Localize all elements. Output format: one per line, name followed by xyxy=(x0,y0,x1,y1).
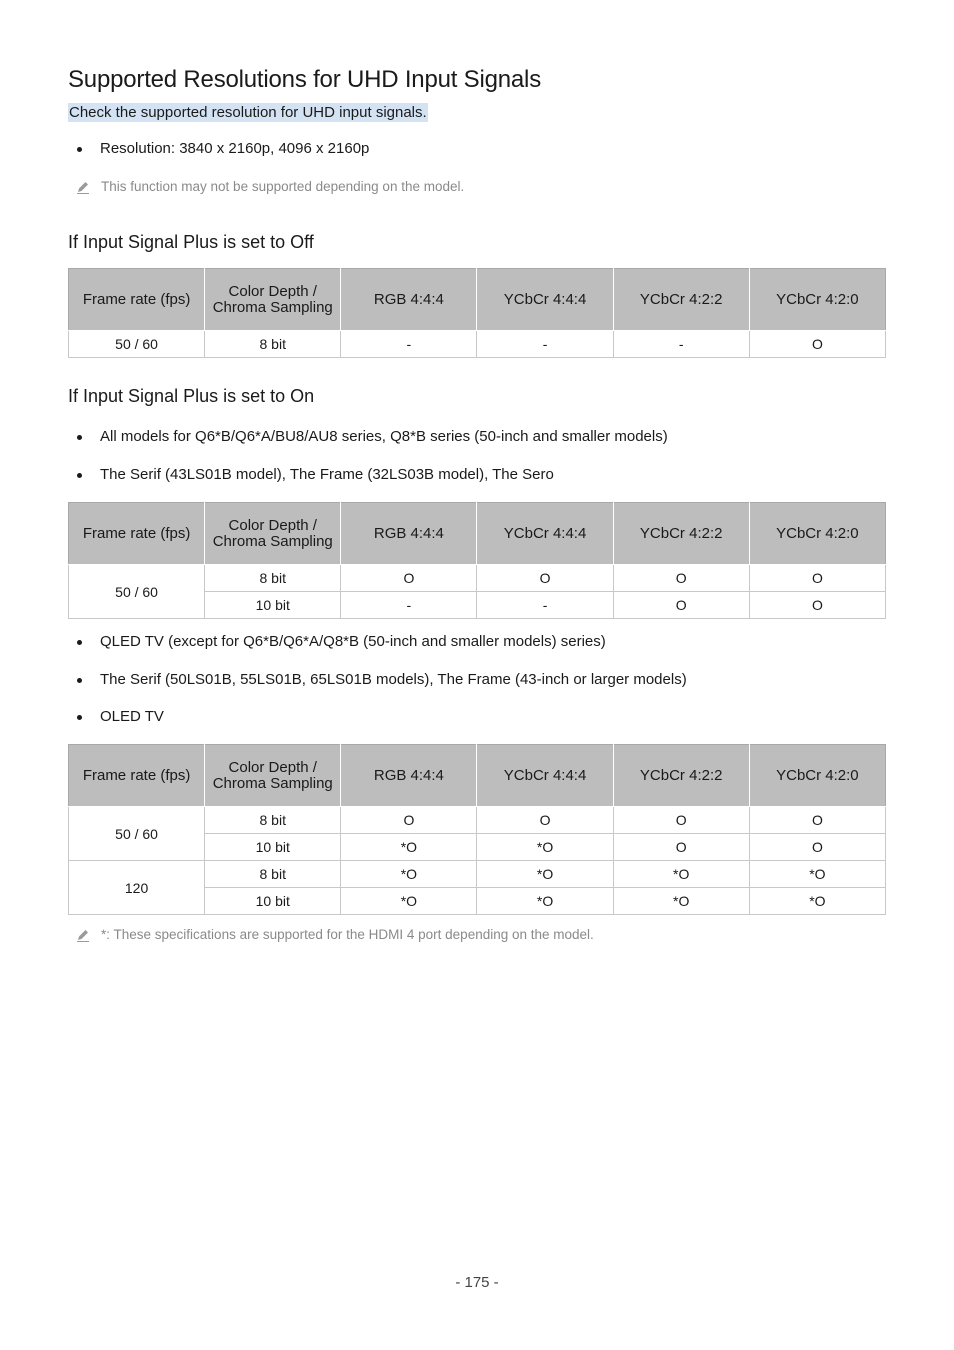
spec-table-on-2 xyxy=(68,744,886,915)
table-row xyxy=(69,331,886,358)
list-item-text: OLED TV xyxy=(100,708,164,725)
spec-table-off xyxy=(68,268,886,358)
column-header: YCbCr 4:2:2 xyxy=(613,745,749,807)
bullet-dot-icon xyxy=(77,435,82,440)
column-header: YCbCr 4:2:0 xyxy=(749,269,885,331)
color-depth-cell: 8 bit xyxy=(205,861,341,888)
support-cell: *O xyxy=(749,861,885,888)
color-depth-cell: 8 bit xyxy=(205,565,341,592)
support-cell: *O xyxy=(749,888,885,915)
section-heading-on: If Input Signal Plus is set to On xyxy=(68,386,315,406)
support-cell: *O xyxy=(613,888,749,915)
column-header: RGB 4:4:4 xyxy=(341,745,477,807)
support-cell: O xyxy=(341,807,477,834)
list-item-text: The Serif (50LS01B, 55LS01B, 65LS01B models), The Frame (43-inch or larger models) xyxy=(100,671,687,688)
frame-rate-cell: 50 / 60 xyxy=(69,807,205,861)
frame-rate-cell: 50 / 60 xyxy=(69,565,205,619)
support-cell: *O xyxy=(613,861,749,888)
table-header-row xyxy=(69,503,886,565)
support-cell: *O xyxy=(341,888,477,915)
column-header: Frame rate (fps) xyxy=(69,745,205,807)
list-item xyxy=(68,139,369,159)
support-cell: O xyxy=(749,834,885,861)
column-header: YCbCr 4:2:0 xyxy=(749,503,885,565)
list-item-text: The Serif (43LS01B model), The Frame (32LS03B model), The Sero xyxy=(100,466,554,483)
support-cell: - xyxy=(477,331,613,358)
column-header: RGB 4:4:4 xyxy=(341,503,477,565)
list-item xyxy=(68,670,687,690)
page-title: Supported Resolutions for UHD Input Signals xyxy=(68,66,541,93)
support-cell: O xyxy=(613,807,749,834)
pencil-icon xyxy=(76,928,90,942)
color-depth-cell: 10 bit xyxy=(205,834,341,861)
column-header: YCbCr 4:4:4 xyxy=(477,745,613,807)
color-depth-cell: 8 bit xyxy=(205,331,341,358)
column-header: YCbCr 4:4:4 xyxy=(477,503,613,565)
bullet-dot-icon xyxy=(77,147,82,152)
list-item xyxy=(68,465,554,485)
resolution-text: Resolution: 3840 x 2160p, 4096 x 2160p xyxy=(100,140,370,157)
note xyxy=(68,178,464,196)
column-header: Frame rate (fps) xyxy=(69,269,205,331)
column-header: YCbCr 4:2:0 xyxy=(749,745,885,807)
support-cell: O xyxy=(613,592,749,619)
list-item xyxy=(68,632,606,652)
section-heading-off: If Input Signal Plus is set to Off xyxy=(68,232,314,252)
note-text: *: These specifications are supported for the HDMI 4 port depending on the model. xyxy=(101,927,594,942)
support-cell: - xyxy=(477,592,613,619)
support-cell: O xyxy=(477,565,613,592)
column-header: YCbCr 4:2:2 xyxy=(613,503,749,565)
support-cell: - xyxy=(341,592,477,619)
table-row xyxy=(69,565,886,592)
support-cell: O xyxy=(749,807,885,834)
support-cell: - xyxy=(341,331,477,358)
frame-rate-cell: 120 xyxy=(69,861,205,915)
color-depth-cell: 8 bit xyxy=(205,807,341,834)
pencil-icon xyxy=(76,180,90,194)
column-header: Color Depth / Chroma Sampling xyxy=(205,269,341,331)
frame-rate-cell: 50 / 60 xyxy=(69,331,205,358)
bullet-dot-icon xyxy=(77,473,82,478)
table-row xyxy=(69,861,886,888)
column-header: RGB 4:4:4 xyxy=(341,269,477,331)
column-header: Color Depth / Chroma Sampling xyxy=(205,503,341,565)
support-cell: O xyxy=(749,331,885,358)
note xyxy=(68,926,594,944)
column-header: YCbCr 4:2:2 xyxy=(613,269,749,331)
list-item-text: All models for Q6*B/Q6*A/BU8/AU8 series, Q8*B series (50-inch and smaller models) xyxy=(100,428,668,445)
support-cell: O xyxy=(613,565,749,592)
spec-table-on-1 xyxy=(68,502,886,619)
support-cell: O xyxy=(341,565,477,592)
support-cell: *O xyxy=(477,834,613,861)
column-header: Color Depth / Chroma Sampling xyxy=(205,745,341,807)
column-header: YCbCr 4:4:4 xyxy=(477,269,613,331)
list-item xyxy=(68,427,668,447)
list-item xyxy=(68,707,164,727)
table-header-row xyxy=(69,269,886,331)
support-cell: *O xyxy=(341,834,477,861)
color-depth-cell: 10 bit xyxy=(205,592,341,619)
support-cell: *O xyxy=(341,861,477,888)
page-subtitle: Check the supported resolution for UHD input signals. xyxy=(69,104,427,121)
bullet-dot-icon xyxy=(77,678,82,683)
table-row xyxy=(69,807,886,834)
list-item-text: QLED TV (except for Q6*B/Q6*A/Q8*B (50-inch and smaller models) series) xyxy=(100,633,606,650)
support-cell: O xyxy=(613,834,749,861)
support-cell: *O xyxy=(477,861,613,888)
bullet-dot-icon xyxy=(77,715,82,720)
support-cell: *O xyxy=(477,888,613,915)
support-cell: - xyxy=(613,331,749,358)
page-number: - 175 - xyxy=(455,1274,499,1291)
support-cell: O xyxy=(749,565,885,592)
bullet-dot-icon xyxy=(77,640,82,645)
column-header: Frame rate (fps) xyxy=(69,503,205,565)
table-header-row xyxy=(69,745,886,807)
note-text: This function may not be supported depending on the model. xyxy=(101,179,465,194)
support-cell: O xyxy=(749,592,885,619)
support-cell: O xyxy=(477,807,613,834)
color-depth-cell: 10 bit xyxy=(205,888,341,915)
